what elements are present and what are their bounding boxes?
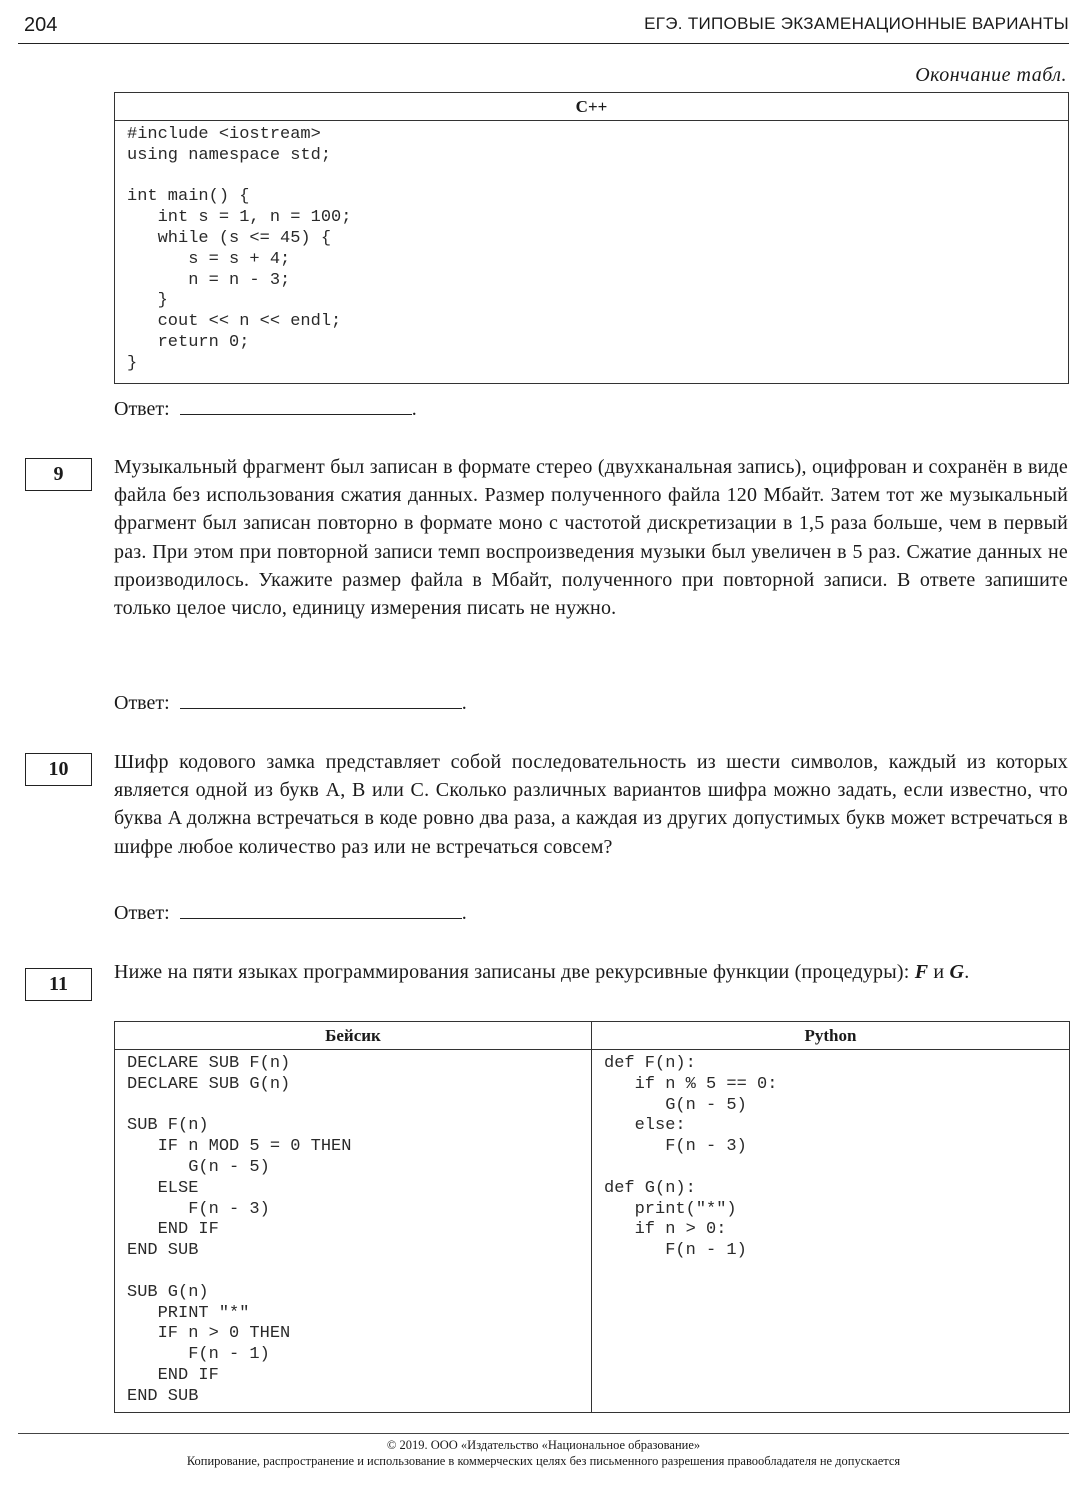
answer-field-task10[interactable] bbox=[180, 902, 462, 919]
answer-field-task9[interactable] bbox=[180, 692, 462, 709]
task10-text: Шифр кодового замка представляет собой последовательность из шести символов, каждый из которых является одной из букв A, B или C. Сколько различных вариантов шифра можно задать, если известно, что буква A должна встречаться в коде ровно два раза, а каждая из других допустимых букв может встречаться в шифре любое количество раз или не встречаться совсем? bbox=[114, 751, 1068, 858]
basic-code: DECLARE SUB F(n) DECLARE SUB G(n) SUB F(n) IF n MOD 5 = 0 THEN G(n - 5) ELSE F(n - 3) END IF END SUB SUB G(n) PRINT "*" IF n > 0 THEN F(n - 1) END IF END SUB bbox=[127, 1054, 352, 1406]
answer-label: Ответ: bbox=[114, 398, 170, 420]
python-code: def F(n): if n % 5 == 0: G(n - 5) else: F(n - 3) def G(n): print("*") if n > 0: F(n - 1) bbox=[604, 1054, 778, 1261]
task9-text: Музыкальный фрагмент был записан в формате стерео (двухканальная запись), оцифрован и сохранён в виде файла без использования сжатия данных. Размер полученного файла 120 Мбайт. Затем тот же музыкальный фрагмент был записан повторно в формате моно с частотой дискретизации в 1,5 раза больше, чем в первый раз. При этом при повторной записи темп воспроизведения музыки был увеличен в 5 раз. Сжатие данных не производилось. Укажите размер файла в Мбайт, полученного при повторной записи. В ответе запишите только целое число, единицу измерения писать не нужно. bbox=[114, 456, 1068, 620]
answer-line-task8 bbox=[114, 398, 417, 421]
page-number: 204 bbox=[24, 14, 58, 36]
python-column-header: Python bbox=[592, 1022, 1070, 1050]
footer-divider bbox=[18, 1433, 1069, 1434]
answer-line-task9 bbox=[114, 692, 467, 715]
footer-copyright: © 2019. ООО «Издательство «Национальное образование» bbox=[386, 1438, 701, 1452]
task-number-10: 10 bbox=[25, 753, 92, 786]
python-code-cell bbox=[592, 1050, 1070, 1413]
header-divider bbox=[18, 43, 1069, 44]
cpp-code: #include <iostream> using namespace std; int main() { int s = 1, n = 100; while (s <= 45) { s = s + 4; n = n - 3; } cout << n << endl; return 0; } bbox=[127, 125, 352, 373]
basic-column-header: Бейсик bbox=[115, 1022, 592, 1050]
answer-period: . bbox=[461, 902, 467, 924]
answer-label: Ответ: bbox=[114, 692, 170, 714]
answer-period: . bbox=[461, 692, 467, 714]
task11-text-end: . bbox=[964, 961, 970, 983]
basic-code-cell bbox=[115, 1050, 592, 1413]
answer-line-task10 bbox=[114, 902, 467, 925]
cpp-column-header: C++ bbox=[115, 93, 1069, 121]
answer-label: Ответ: bbox=[114, 902, 170, 924]
footer-notice: Копирование, распространение и использование в коммерческих целях без письменного разрешения правообладателя не допускается bbox=[186, 1454, 901, 1468]
running-title: ЕГЭ. ТИПОВЫЕ ЭКЗАМЕНАЦИОННЫЕ ВАРИАНТЫ bbox=[644, 14, 1069, 33]
function-g-name: G bbox=[949, 961, 965, 983]
task-number-9: 9 bbox=[25, 458, 92, 491]
cpp-code-cell bbox=[115, 121, 1069, 384]
cpp-code-table bbox=[114, 92, 1069, 384]
answer-field-task8[interactable] bbox=[180, 398, 412, 415]
answer-period: . bbox=[411, 398, 417, 420]
table-continuation-note: Окончание табл. bbox=[915, 64, 1067, 86]
task11-code-table bbox=[114, 1021, 1070, 1413]
function-f-name: F bbox=[914, 961, 929, 983]
task11-text-intro: Ниже на пяти языках программирования записаны две рекурсивные функции (процедуры): bbox=[114, 961, 915, 983]
task11-text bbox=[114, 958, 1068, 986]
task-number-11: 11 bbox=[25, 968, 92, 1001]
task11-conjunction: и bbox=[928, 961, 950, 983]
